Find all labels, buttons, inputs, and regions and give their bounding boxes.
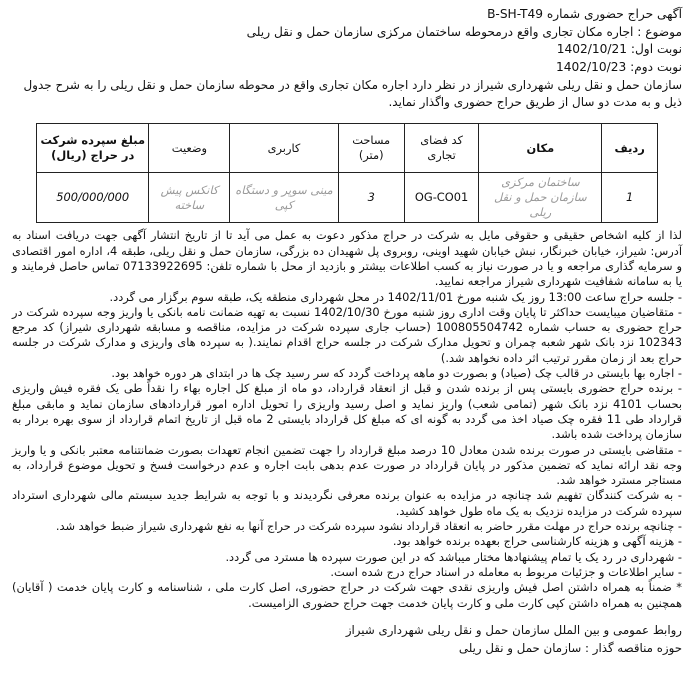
body-paragraph: - چنانچه برنده حراج در مهلت مقرر حاضر به انعقاد قرارداد نشود سپرده شرکت در حراج آنها به نفع شهرداری شیراز ضبط خواهد شد. (55, 519, 682, 534)
body-paragraph: لذا از کلیه اشخاص حقیقی و حقوقی مایل به شرکت در حراج مذکور دعوت به عمل می آید تا از تاریخ انتشار آگهی جهت دریافت اسناد به آدرس: شیراز، خیابان خبرنگار، نبش خیابان شهید اوینی، روبروی پل شهیدان ده بزرگی، سازمان حمل و نقل ریلی، طبقه 4، اداره امور اقتصادی و سرمایه گذاری مراجعه و یا در صورت نیاز به کسب اطلاعات بیشتر و بازدید از محل با شماره تلفن: 07133922695 تماس حاصل فرمایند و یا به سامانه شفافیت شهرداری شیراز مراجعه نمایید. (12, 228, 682, 289)
body-paragraph: - جلسه حراج ساعت 13:00 روز یک شنبه مورخ 1402/11/01 در محل شهرداری منطقه یک، طبقه سوم برگزار می گردد. (109, 289, 682, 304)
notice-intro: سازمان حمل و نقل ریلی شهرداری شیراز در نظر دارد اجاره مکان تجاری واقع در محوطه سازمان حمل و نقل ریلی را به شرح جدول ذیل و به مدت دو سال از طریق حراج حضوری واگذار نماید. (23, 78, 682, 109)
cell-deposit: 500/000/000 (37, 173, 149, 223)
tender-table (36, 123, 658, 223)
footer-public-relations: روابط عمومی و بین الملل سازمان حمل و نقل ریلی شهرداری شیراز (345, 622, 682, 637)
col-code-header: کد فضای تجاری (404, 124, 479, 173)
col-index-header: ردیف (602, 124, 658, 173)
body-paragraph: - شهرداری در رد یک یا تمام پیشنهادها مختار میباشد که در این صورت سپرده ها مسترد می گردد. (225, 549, 682, 564)
footer-tender-office: حوزه مناقصه گذار : سازمان حمل و نقل ریلی (458, 640, 682, 655)
body-paragraph: * ضمناً به همراه داشتن اصل فیش واریزی نقدی جهت شرکت در حراج حضوری، اصل کارت ملی ، شناسنامه و کارت پایان خدمت ( آقایان) همچنین به همراه داشتن کپی کارت ملی و کارت پایان خدمت جهت حراج حضوری الزامیست. (12, 580, 682, 610)
col-place-header: مکان (479, 124, 602, 173)
body-paragraph: - متقاضی بایستی در صورت برنده شدن معادل 10 درصد مبلغ قرارداد را جهت تضمین انجام تعهدات بصورت ضمانتنامه معتبر بانکی و یا واریز وجه نقد ارائه نماید که تضمین مذکور در پایان قرارداد در صورت عدم بدهی بابت اجاره و عدم درخواست فسخ و تحویل موضوع قرارداد، به مستاجر مسترد خواهد شد. (12, 442, 682, 488)
body-paragraph: - متقاضیان میبایست حداکثر تا پایان وقت اداری روز شنبه مورخ 1402/10/30 نسبت به تهیه ضمانت نامه بانکی یا واریز وجه سپرده شرکت در حراج حضوری به حساب شماره 100805504742 (حساب جاری سپرده شرکت در مزایده، مناقصه و مسابقه شهرداری شیراز) کد مرجع 102343 نزد بانک شهر شعبه چمران و تحویل مدارک شرکت در جلسه حراج اقدام نمایند.( به سپرده های واریزی و مدارک شرکت در جلسه حراج بعد از زمان مقرر ترتیب اثر داده نخواهد شد.) (12, 304, 682, 365)
cell-index: 1 (602, 173, 658, 223)
body-paragraph: - برنده حراج حضوری بایستی پس از برنده شدن و قبل از انعقاد قرارداد، دو ماه از مبلغ کل اجاره بهاء را نقداً طی یک فقره فیش واریزی بحساب 4101 نزد بانک شهر (تمامی شعب) واریز نماید و اصل رسید واریزی را تحویل اداره امور قراردادهای سازمان نماید و مابقی مبلغ قرارداد طی 11 فقره چک صیاد اخذ می گردد به گونه ای که مبلغ کل قرارداد بایستی 2 ماه قبل از تاریخ اتمام قرارداد از سوی بهره بردار به سازمان پرداخت شده باشد. (12, 381, 683, 442)
cell-code: OG-CO01 (404, 173, 479, 223)
col-area-header: مساحت (متر) (338, 124, 404, 173)
cell-place: ساختمان مرکزی سازمان حمل و نقل ریلی (479, 173, 602, 223)
cell-status: کانکس پیش ساخته (149, 173, 230, 223)
body-paragraph: - هزینه آگهی و هزینه کارشناسی حراج بعهده برنده خواهد بود. (392, 534, 682, 549)
notice-title: آگهی حراج حضوری شماره B-SH-T49 (487, 7, 682, 21)
body-paragraph: - سایر اطلاعات و جزئیات مربوط به معامله در اسناد حراج درج شده است. (330, 564, 682, 579)
col-deposit-header: مبلغ سپرده شرکت در حراج (ریال) (37, 124, 149, 173)
notice-subject: موضوع : اجاره مکان تجاری واقع درمحوطه ساختمان مرکزی سازمان حمل و نقل ریلی (246, 24, 682, 39)
col-status-header: وضعیت (149, 124, 230, 173)
notice-footer (12, 621, 682, 657)
round-two-date: نوبت دوم: 1402/10/23 (555, 59, 682, 74)
col-usage-header: کاربری (230, 124, 338, 173)
table-header-row (37, 124, 658, 173)
body-paragraph: - اجاره بها بایستی در قالب چک (صیاد) و بصورت دو ماهه پرداخت گردد که سر رسید چک ها در ابتدای هر دوره خواهد بود. (111, 366, 682, 381)
cell-area: 3 (338, 173, 404, 223)
notice-body (12, 228, 682, 610)
round-one-date: نوبت اول: 1402/10/21 (556, 42, 682, 57)
body-paragraph: - به شرکت کنندگان تفهیم شد چنانچه در مزایده به عنوان برنده معرفی نگردیدند و با توجه به شرایط جدید سیستم مالی شهرداری استرداد سپرده شرکت در مزایده نزدیک به یک ماه طول خواهد کشید. (12, 488, 682, 518)
cell-usage: مینی سوپر و دستگاه کپی (230, 173, 338, 223)
table-row (37, 173, 658, 223)
